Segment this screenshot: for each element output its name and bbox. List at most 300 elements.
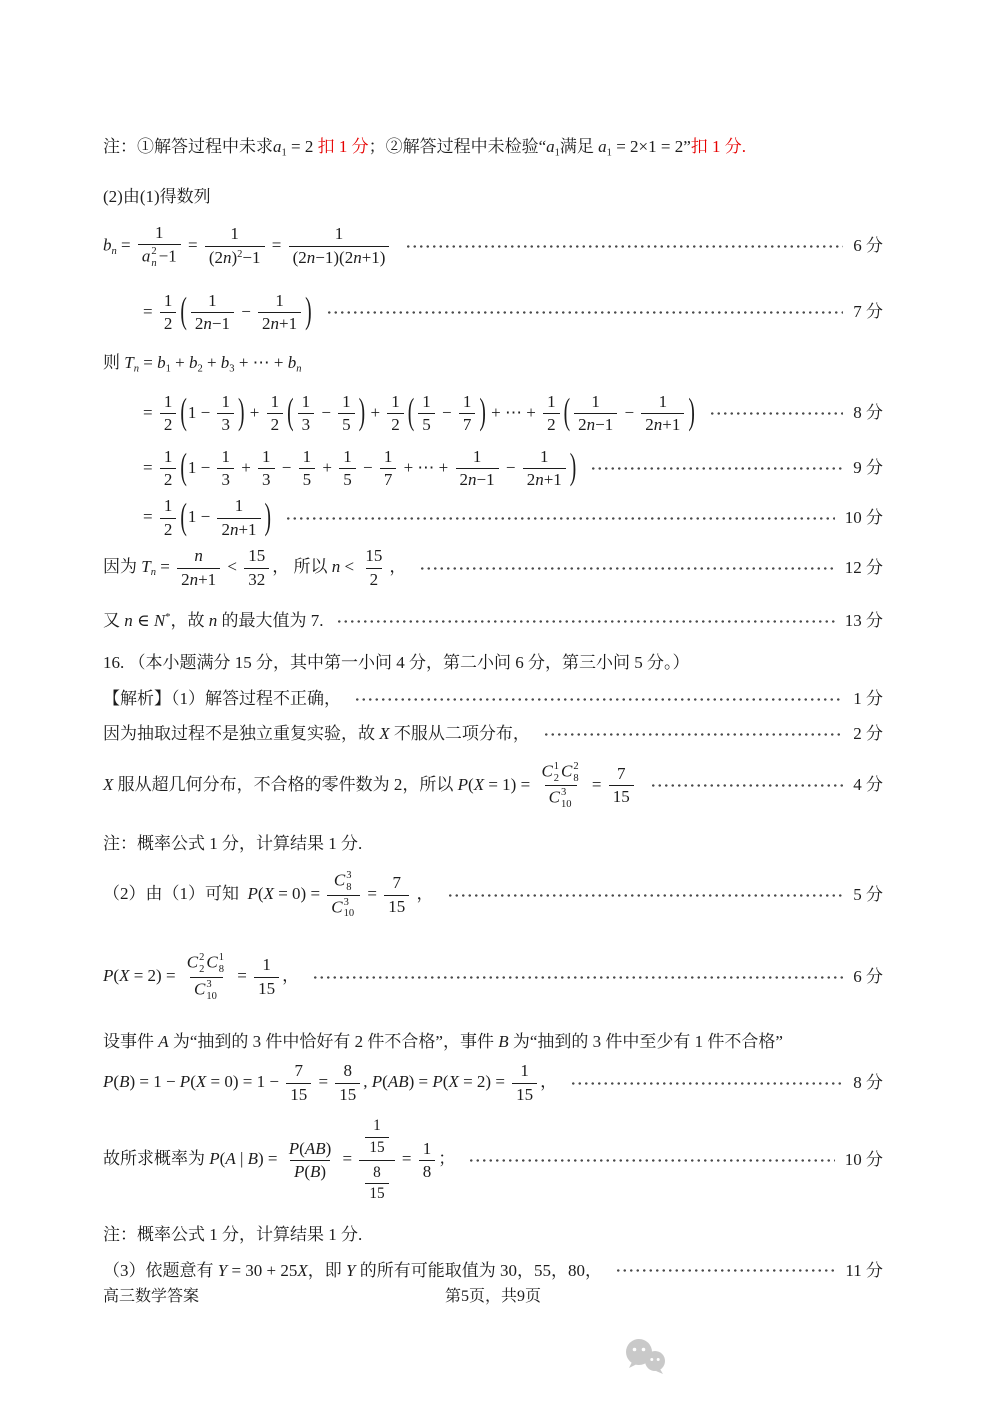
fraction-numerator bbox=[613, 763, 630, 785]
math-run: = bbox=[116, 234, 135, 254]
dot-leader bbox=[405, 245, 843, 248]
math-run: 1 bbox=[343, 446, 352, 466]
text-run: 则 bbox=[103, 353, 125, 373]
math-run: = bbox=[143, 301, 157, 321]
math-run: 1 bbox=[547, 391, 556, 411]
score-label: 5 分 bbox=[853, 884, 883, 904]
fraction bbox=[244, 545, 269, 591]
math-run: + ⋯ + bbox=[486, 402, 541, 422]
math-run: 2 bbox=[369, 569, 379, 589]
text-run: ； bbox=[438, 1149, 456, 1169]
math-run: = bbox=[587, 774, 606, 794]
math-run: 1 bbox=[422, 391, 431, 411]
fraction-denominator bbox=[459, 413, 476, 436]
math-run: = 2×1 = 2 bbox=[611, 137, 684, 156]
math-run: 1 bbox=[230, 224, 239, 244]
fraction-numerator bbox=[587, 391, 604, 413]
math-run: 8 bbox=[373, 1163, 381, 1181]
superscript: 1 bbox=[553, 760, 560, 772]
math-run: 1 bbox=[234, 496, 244, 516]
fraction bbox=[267, 391, 284, 437]
fraction-denominator bbox=[365, 1183, 388, 1204]
math-run: 3 bbox=[262, 470, 271, 490]
math-run: 2n+1 bbox=[181, 569, 217, 589]
fraction bbox=[217, 391, 234, 437]
math-run: A bbox=[158, 1032, 169, 1052]
fraction bbox=[160, 391, 177, 437]
paren-group bbox=[179, 495, 272, 541]
fraction-denominator bbox=[545, 785, 578, 812]
fraction-numerator bbox=[160, 446, 177, 468]
line-content bbox=[103, 833, 362, 856]
text-run: 因为 bbox=[103, 557, 142, 577]
score-label: 9 分 bbox=[853, 458, 883, 478]
math-run: − bbox=[620, 402, 639, 422]
math-run: 1 bbox=[383, 446, 393, 466]
math-run: 1 bbox=[591, 391, 600, 411]
subscript: 10 bbox=[206, 990, 217, 1002]
q16-part2-events-line bbox=[103, 1031, 883, 1054]
math-run: + bbox=[318, 457, 337, 477]
paren-group bbox=[179, 446, 577, 492]
fraction-numerator bbox=[204, 290, 221, 312]
math-run: 1 bbox=[462, 391, 472, 411]
dot-leader bbox=[468, 1159, 835, 1162]
dot-leader bbox=[447, 894, 844, 897]
math-run: n ∈ N bbox=[124, 611, 166, 631]
fraction-denominator bbox=[380, 468, 397, 491]
script-stack bbox=[561, 787, 572, 811]
paren-content bbox=[188, 290, 304, 336]
fraction-numerator bbox=[299, 446, 316, 468]
superscript: 2 bbox=[151, 245, 157, 257]
right-paren: ) bbox=[479, 393, 486, 434]
text-run: 又 bbox=[103, 611, 125, 631]
fraction-numerator bbox=[231, 495, 248, 517]
tn-inequality-line bbox=[103, 545, 883, 591]
q16-part1-note-line bbox=[103, 833, 883, 856]
subscript: 2 bbox=[199, 964, 205, 976]
text-run: 注：概率公式 1 分，计算结果 1 分. bbox=[103, 834, 363, 854]
fraction-denominator bbox=[190, 977, 223, 1004]
fraction bbox=[419, 1138, 436, 1184]
math-run: P(X = 2) = bbox=[103, 966, 180, 986]
fraction bbox=[327, 869, 360, 921]
math-run: 1 bbox=[342, 391, 351, 411]
fraction-denominator bbox=[512, 1083, 537, 1106]
math-run: 7 bbox=[383, 470, 393, 490]
math-run: 1 bbox=[301, 391, 311, 411]
math-run: 2 bbox=[270, 415, 280, 435]
math-run: = bbox=[338, 1149, 357, 1169]
paren-group bbox=[179, 391, 245, 437]
fraction bbox=[160, 290, 177, 336]
score-label: 10 分 bbox=[844, 507, 883, 527]
right-paren: ) bbox=[358, 393, 366, 434]
fraction-denominator bbox=[191, 312, 234, 335]
paren-content bbox=[188, 495, 264, 541]
line-content bbox=[103, 1114, 455, 1206]
fraction-denominator bbox=[205, 246, 265, 269]
tn-simplified-line bbox=[103, 495, 883, 541]
fraction-denominator bbox=[160, 413, 177, 436]
fraction-numerator bbox=[226, 223, 243, 245]
math-run: 1 bbox=[472, 446, 482, 466]
script-stack bbox=[344, 897, 355, 921]
math-run: C bbox=[541, 761, 553, 781]
fraction-numerator bbox=[244, 545, 269, 567]
dot-leader bbox=[570, 1082, 843, 1085]
fraction-numerator bbox=[536, 446, 553, 468]
score-label: 6 分 bbox=[853, 235, 883, 255]
fraction-denominator bbox=[339, 468, 356, 491]
math-run: = bbox=[155, 557, 175, 577]
math-run: 2n−1 bbox=[578, 415, 614, 435]
paren-content bbox=[188, 446, 569, 492]
fraction bbox=[254, 954, 279, 1000]
math-run: = bbox=[267, 234, 286, 254]
math-run: 3 bbox=[301, 415, 311, 435]
tn-expansion-line bbox=[103, 391, 883, 437]
line-content bbox=[103, 652, 690, 675]
fraction-numerator bbox=[537, 760, 584, 786]
math-run: 1 bbox=[275, 290, 284, 310]
fraction-numerator bbox=[160, 290, 177, 312]
math-run: 1 bbox=[163, 391, 173, 411]
math-run: + bbox=[366, 402, 385, 422]
math-run: 1 bbox=[155, 222, 164, 242]
paren-group bbox=[563, 391, 696, 437]
line-content bbox=[103, 186, 211, 209]
fraction-numerator bbox=[380, 446, 397, 468]
math-run: P(X = 1) = bbox=[457, 774, 535, 794]
line-content bbox=[103, 610, 323, 633]
q16-part3-line bbox=[103, 1260, 883, 1283]
paren-group bbox=[286, 391, 366, 437]
math-run: 7 bbox=[462, 415, 472, 435]
fraction-numerator bbox=[516, 1060, 533, 1082]
fraction bbox=[298, 391, 315, 437]
fraction-numerator bbox=[190, 545, 207, 567]
fraction-numerator bbox=[361, 545, 386, 567]
math-run: P(A | B) = bbox=[209, 1149, 282, 1169]
math-run: 5 bbox=[302, 470, 312, 490]
fraction bbox=[160, 446, 177, 492]
subscript: n bbox=[150, 567, 156, 579]
fraction-denominator bbox=[609, 785, 634, 808]
subscript: 1 bbox=[281, 147, 287, 159]
math-run: 2n+1 bbox=[645, 415, 681, 435]
math-run: < bbox=[223, 557, 242, 577]
subscript: 1 bbox=[165, 363, 171, 375]
text-run: ，即 bbox=[307, 1260, 347, 1280]
footer-document-title: 高三数学答案 bbox=[103, 1288, 200, 1305]
text-run: 的所有可能取值为 30，55，80， bbox=[355, 1260, 603, 1280]
fraction-denominator bbox=[160, 518, 177, 541]
fraction-denominator bbox=[217, 413, 234, 436]
fraction-denominator bbox=[298, 413, 315, 436]
answer-content-area bbox=[103, 136, 883, 1282]
text-run: 为“抽到的 3 件中至少有 1 件不合格” bbox=[508, 1032, 783, 1052]
fraction-numerator bbox=[369, 1116, 385, 1136]
fraction bbox=[217, 446, 234, 492]
fraction bbox=[285, 1138, 336, 1184]
math-run: C bbox=[186, 952, 199, 972]
math-run: P(X = 0) = bbox=[247, 884, 325, 904]
fraction-denominator bbox=[366, 568, 383, 591]
fraction-denominator bbox=[258, 468, 275, 491]
paren-content bbox=[188, 391, 237, 437]
math-run: − bbox=[317, 402, 336, 422]
fraction bbox=[286, 1060, 311, 1106]
fraction bbox=[574, 391, 617, 437]
math-run: 1 bbox=[373, 1117, 381, 1135]
math-run: − bbox=[277, 457, 296, 477]
subscript: 3 bbox=[229, 363, 235, 375]
fraction-numerator bbox=[338, 391, 355, 413]
dot-leader bbox=[650, 784, 844, 787]
math-run: − bbox=[236, 301, 256, 321]
math-run: 2n+1 bbox=[262, 313, 298, 333]
right-paren: ) bbox=[305, 291, 312, 332]
superscript: * bbox=[165, 612, 171, 624]
math-run: 15 bbox=[248, 546, 266, 566]
left-paren: ( bbox=[180, 497, 187, 538]
fraction bbox=[361, 545, 386, 591]
math-run: 1 bbox=[391, 391, 400, 411]
subscript: 8 bbox=[218, 964, 225, 976]
math-run: − bbox=[437, 402, 456, 422]
fraction bbox=[359, 1114, 394, 1206]
math-run: 15 bbox=[365, 546, 383, 566]
fraction bbox=[217, 495, 260, 541]
fraction bbox=[258, 290, 301, 336]
fraction-numerator bbox=[258, 954, 275, 976]
math-run: 15 bbox=[339, 1084, 357, 1104]
text-run: 故所求概率为 bbox=[103, 1149, 210, 1169]
math-run: 1 − bbox=[187, 402, 215, 422]
subscript: 10 bbox=[343, 908, 355, 920]
fraction bbox=[160, 495, 177, 541]
math-run: 1 bbox=[262, 955, 271, 975]
fraction bbox=[609, 763, 634, 809]
q16-part1-hypergeometric-line bbox=[103, 760, 883, 812]
right-paren: ) bbox=[264, 497, 272, 538]
math-run: , P(AB) = P(X = 2) = bbox=[363, 1072, 510, 1092]
line-content bbox=[103, 688, 341, 711]
deduction-note-red: 扣 1 分 bbox=[317, 137, 369, 156]
math-run: 2 bbox=[163, 313, 173, 333]
script-stack bbox=[554, 761, 559, 785]
math-run: (2n−1)(2n+1) bbox=[292, 247, 386, 267]
text-run: ， bbox=[540, 1072, 558, 1092]
dot-leader bbox=[354, 698, 843, 701]
fraction-denominator bbox=[335, 1083, 360, 1106]
fraction-denominator bbox=[286, 1083, 311, 1106]
line-content bbox=[103, 1031, 783, 1054]
superscript: 2 bbox=[573, 760, 579, 772]
fraction bbox=[384, 872, 409, 918]
text-run: ；②解答过程中未检验“ bbox=[368, 137, 547, 156]
math-run: C bbox=[561, 761, 573, 781]
math-run: X bbox=[103, 774, 114, 794]
math-run: 1 bbox=[334, 224, 344, 244]
score-label: 6 分 bbox=[853, 966, 883, 986]
math-run: n bbox=[194, 546, 203, 566]
math-run: Y = 30 + 25X bbox=[217, 1260, 308, 1280]
fraction bbox=[537, 760, 584, 812]
text-run: 为“抽到的 3 件中恰好有 2 件不合格”，事件 bbox=[168, 1032, 499, 1052]
math-run: + b bbox=[170, 353, 198, 373]
fraction bbox=[418, 391, 435, 437]
dot-leader bbox=[543, 733, 843, 736]
fraction-denominator bbox=[160, 468, 177, 491]
bn-split-line bbox=[103, 290, 883, 336]
math-run: 15 bbox=[290, 1084, 308, 1104]
math-run: 1 bbox=[422, 1138, 432, 1158]
script-stack bbox=[346, 870, 351, 894]
wechat-icon bbox=[622, 1338, 668, 1376]
line-content bbox=[143, 290, 313, 336]
fraction-numerator bbox=[290, 1060, 307, 1082]
math-run: −1 bbox=[158, 246, 177, 266]
line-content bbox=[103, 869, 434, 921]
math-run: = bbox=[143, 457, 157, 477]
fraction bbox=[183, 951, 230, 1003]
math-run: 1 bbox=[270, 391, 280, 411]
fraction-numerator bbox=[271, 290, 288, 312]
text-run: 满足 bbox=[559, 137, 599, 156]
line-content bbox=[103, 352, 302, 377]
math-run: 8 bbox=[422, 1161, 432, 1181]
superscript: 1 bbox=[218, 952, 225, 964]
fraction bbox=[299, 446, 316, 492]
note-deduction-line bbox=[103, 136, 883, 161]
math-run: + bbox=[245, 402, 264, 422]
math-run: Y bbox=[346, 1260, 356, 1280]
line-content bbox=[143, 391, 696, 437]
math-run: 15 bbox=[369, 1138, 385, 1156]
math-run: 1 bbox=[540, 446, 549, 466]
math-run: B bbox=[498, 1032, 509, 1052]
paren-group bbox=[179, 290, 312, 336]
math-run: 1 bbox=[520, 1061, 529, 1081]
fraction-denominator bbox=[456, 468, 499, 491]
line-content bbox=[103, 760, 637, 812]
fraction-denominator bbox=[160, 312, 177, 335]
left-paren: ( bbox=[180, 393, 187, 434]
math-run: a bbox=[598, 137, 607, 156]
math-run: 5 bbox=[422, 415, 431, 435]
dot-leader bbox=[336, 620, 834, 623]
math-run: + b bbox=[202, 353, 230, 373]
script-stack bbox=[151, 246, 156, 270]
superscript: 3 bbox=[343, 896, 349, 908]
fraction-denominator bbox=[384, 895, 409, 918]
math-run: 7 bbox=[617, 764, 626, 784]
fraction-numerator bbox=[217, 446, 234, 468]
paren-content bbox=[571, 391, 687, 437]
q16-part2-px2-line bbox=[103, 951, 883, 1003]
fraction-numerator bbox=[359, 1114, 394, 1160]
fraction-denominator bbox=[267, 413, 284, 436]
math-run: = bbox=[314, 1072, 333, 1092]
wechat-watermark bbox=[622, 1338, 668, 1381]
script-stack bbox=[219, 952, 224, 976]
footer-page-number: 第5页，共9页 bbox=[444, 1288, 542, 1305]
math-run: C bbox=[206, 952, 218, 972]
superscript: 3 bbox=[346, 869, 352, 881]
subscript: 1 bbox=[606, 147, 612, 159]
subscript: 2 bbox=[553, 772, 560, 784]
text-run: 服从超几何分布，不合格的零件数为 2，所以 bbox=[113, 774, 458, 794]
script-stack bbox=[206, 979, 217, 1003]
math-run: + ⋯ + bbox=[399, 457, 453, 477]
math-run: 1 bbox=[163, 446, 173, 466]
math-run: 2 bbox=[163, 415, 173, 435]
fraction-denominator bbox=[338, 413, 355, 436]
math-run: 2n−1 bbox=[194, 313, 230, 333]
dot-leader bbox=[615, 1269, 835, 1272]
fraction-denominator bbox=[365, 1137, 388, 1158]
fraction-numerator bbox=[183, 951, 230, 977]
paren-content bbox=[295, 391, 358, 437]
fraction bbox=[191, 290, 234, 336]
q16-part2-pb-line bbox=[103, 1060, 883, 1106]
dot-leader bbox=[709, 412, 843, 415]
score-label: 2 分 bbox=[853, 723, 883, 743]
superscript: 2 bbox=[199, 952, 205, 964]
math-run: −1 bbox=[242, 247, 261, 267]
math-run: b bbox=[103, 234, 112, 254]
dot-leader bbox=[285, 517, 835, 520]
math-run: a bbox=[273, 137, 282, 156]
fraction-numerator bbox=[298, 391, 315, 413]
fraction-denominator bbox=[543, 413, 560, 436]
math-run: 1 bbox=[163, 496, 173, 516]
fraction bbox=[289, 223, 390, 269]
fraction-numerator bbox=[258, 446, 275, 468]
math-run: + ⋯ + b bbox=[234, 353, 297, 373]
fraction-denominator bbox=[419, 1160, 436, 1183]
fraction bbox=[387, 391, 404, 437]
score-label: 4 分 bbox=[853, 775, 883, 795]
subscript: n bbox=[151, 257, 157, 269]
fraction bbox=[459, 391, 476, 437]
math-run: C bbox=[331, 897, 343, 917]
score-label: 13 分 bbox=[844, 611, 883, 631]
line-content bbox=[103, 222, 392, 271]
math-run: X bbox=[379, 723, 390, 743]
math-run: 1 bbox=[262, 446, 271, 466]
text-run: 16. （本小题满分 15 分，其中第一小问 4 分，第二小问 6 分，第三小问 5 分。） bbox=[103, 652, 690, 672]
math-run: 15 bbox=[516, 1084, 534, 1104]
line-content bbox=[103, 545, 406, 591]
math-run: 2n−1 bbox=[459, 470, 495, 490]
text-run: 设事件 bbox=[103, 1032, 159, 1052]
math-run: 2 bbox=[163, 470, 173, 490]
math-run: 5 bbox=[342, 415, 351, 435]
fraction-denominator bbox=[290, 1160, 330, 1183]
text-run: （2）由（1）可知 bbox=[103, 884, 248, 904]
math-run: n < bbox=[331, 557, 359, 577]
math-run: 32 bbox=[248, 569, 266, 589]
fraction bbox=[338, 391, 355, 437]
subscript: 2 bbox=[197, 363, 203, 375]
text-run: 注：概率公式 1 分，计算结果 1 分. bbox=[103, 1224, 363, 1244]
fraction bbox=[335, 1060, 360, 1106]
fraction-numerator bbox=[369, 1163, 385, 1183]
